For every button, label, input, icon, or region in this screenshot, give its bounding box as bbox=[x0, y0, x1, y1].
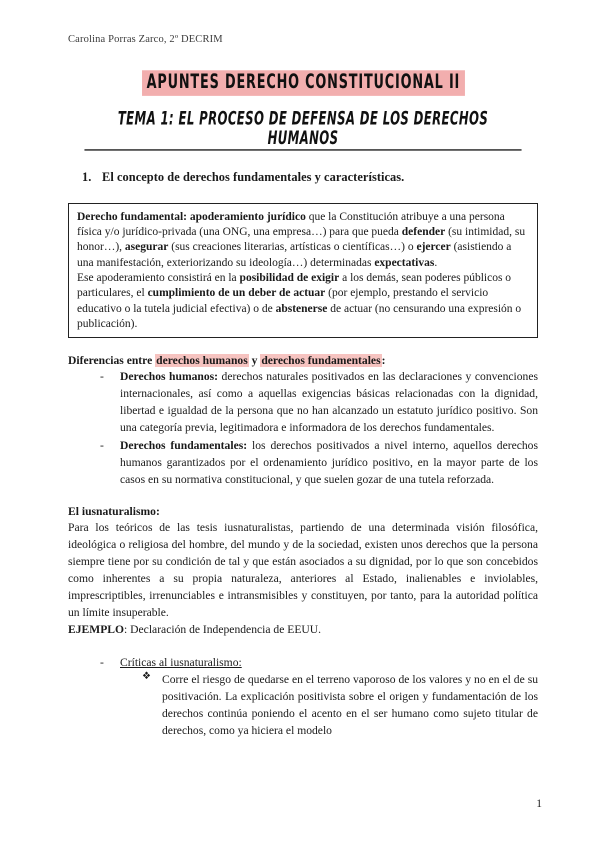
diferencias-lead-line bbox=[68, 354, 538, 367]
numbered-heading-1-number: 1. bbox=[82, 169, 92, 184]
def-term-abstenerse: abstenerse bbox=[275, 302, 328, 315]
diamond-bullet-icon: ❖ bbox=[142, 670, 151, 682]
criticas-bullet-list bbox=[68, 671, 538, 739]
def-p1-t2: (su intimidad, su honor…), bbox=[77, 226, 526, 254]
list-item-text: derechos naturales positivados en las declaraciones y convenciones internacionales, así como a aquellas exigencias básicas relacionadas con la dignidad, libertad e igualdad de la persona que no han alcanzado un estatuto jurídico positivo. Son una categoría previa, legitimadora e informadora de los derechos fundamentales. bbox=[120, 370, 538, 434]
document-title: APUNTES DERECHO CONSTITUCIONAL II bbox=[142, 70, 465, 95]
def-p1-t5: . bbox=[434, 256, 438, 269]
list-item bbox=[68, 438, 538, 489]
dash-bullet: - bbox=[100, 438, 104, 452]
highlight-derechos-humanos: derechos humanos bbox=[156, 354, 248, 368]
def-term-posibilidad-exigir: posibilidad de exigir bbox=[239, 272, 340, 284]
ejemplo-label: EJEMPLO bbox=[68, 622, 125, 636]
def-p1-t3: (sus creaciones literarias, artísticas o científicas…) o bbox=[168, 241, 417, 254]
def-term-expectativas: expectativas bbox=[374, 256, 435, 269]
iusnaturalismo-body: Para los teóricos de las tesis iusnaturalistas, partiendo de una determinada visión filosófica, ideológica o religiosa del hombre, del mundo y de la sociedad, existen unos derechos que la persona siempre tiene por su condición de tal y que están asociados a su dignidad, por lo que son concebidos como inherentes a su propia naturaleza, anteriores al Estado, inalienables e inviolables, imprescriptibles, irrenunciables e intransmisibles y constituyen, por tanto, para la autoridad política un límite insuperable. bbox=[68, 520, 538, 619]
definition-box bbox=[68, 203, 538, 338]
list-item-text: los derechos positivados a nivel interno, aquellos derechos humanos garantizados por el ordenamiento jurídico positivo, en la mayor parte de los casos en su normativa constitucional, y que suelen gozar de una tutela reforzada. bbox=[120, 438, 538, 486]
author-header: Carolina Porras Zarco, 2º DECRIM bbox=[68, 34, 223, 45]
highlight-derechos-fundamentales: derechos fundamentales bbox=[261, 354, 381, 368]
section-title: TEMA 1: EL PROCESO DE DEFENSA DE LOS DERECHOS HUMANOS bbox=[84, 110, 521, 151]
definition-paragraph-1 bbox=[77, 210, 529, 271]
diferencias-lead-post: : bbox=[381, 354, 386, 368]
def-term-asegurar: asegurar bbox=[124, 241, 169, 254]
document-title-container bbox=[68, 70, 538, 94]
def-term-apoderamiento: apoderamiento jurídico bbox=[189, 210, 306, 223]
def-term-defender: defender bbox=[401, 226, 446, 239]
diferencias-list bbox=[68, 369, 538, 488]
diferencias-lead-pre: Diferencias entre bbox=[68, 354, 156, 368]
def-p2-t4: de actuar (no censurando una expresión o publicación). bbox=[77, 302, 522, 330]
dash-bullet: - bbox=[100, 655, 104, 669]
list-item-term: Derechos humanos: bbox=[120, 370, 219, 384]
list-item-term: Derechos fundamentales: bbox=[120, 438, 248, 452]
criticas-heading-row bbox=[68, 656, 538, 669]
def-term-derecho-fundamental: Derecho fundamental bbox=[77, 210, 184, 223]
def-p1-t4: (asistiendo a una manifestación, exteriorizando su ideología…) determinadas bbox=[77, 241, 512, 269]
def-p2-t1: Ese apoderamiento consistirá en la bbox=[77, 272, 240, 284]
def-term-ejercer: ejercer bbox=[416, 241, 451, 254]
section-title-container bbox=[68, 108, 538, 149]
def-p1-sep1: : bbox=[183, 210, 190, 223]
dash-bullet: - bbox=[100, 370, 104, 384]
def-term-cumplimiento-deber: cumplimiento de un deber de actuar bbox=[147, 287, 326, 300]
ejemplo-text: : Declaración de Independencia de EEUU. bbox=[124, 622, 322, 636]
def-p2-t2: a los demás, sean poderes públicos o particulares, el bbox=[77, 272, 512, 300]
page-number: 1 bbox=[536, 798, 542, 810]
numbered-heading-1-text: El concepto de derechos fundamentales y características. bbox=[102, 169, 405, 184]
list-item-text: Corre el riesgo de quedarse en el terreno vaporoso de los valores y no en el de su positivación. La explicación positivista sobre el origen y fundamentación de los derechos continúa poniendo el acento en el ser humano como sujeto titular de derechos, como ya hiciera el modelo bbox=[162, 672, 538, 737]
numbered-heading-1 bbox=[68, 170, 538, 185]
subheading-iusnaturalismo: El iusnaturalismo: bbox=[68, 504, 160, 518]
diferencias-lead-mid: y bbox=[248, 354, 261, 368]
def-p2-t3: (por ejemplo, prestando el servicio educativo o la tutela judicial efectiva) o de bbox=[77, 287, 489, 315]
iusnaturalismo-paragraph bbox=[68, 519, 538, 638]
list-item bbox=[68, 671, 538, 739]
definition-paragraph-2 bbox=[77, 271, 529, 332]
def-p1-t1: que la Constitución atribuye a una persona física y/o jurídico-privada (una ONG, una empresa…) para que pueda bbox=[77, 210, 505, 239]
criticas-heading: Críticas al iusnaturalismo: bbox=[120, 655, 242, 669]
list-item bbox=[68, 369, 538, 437]
